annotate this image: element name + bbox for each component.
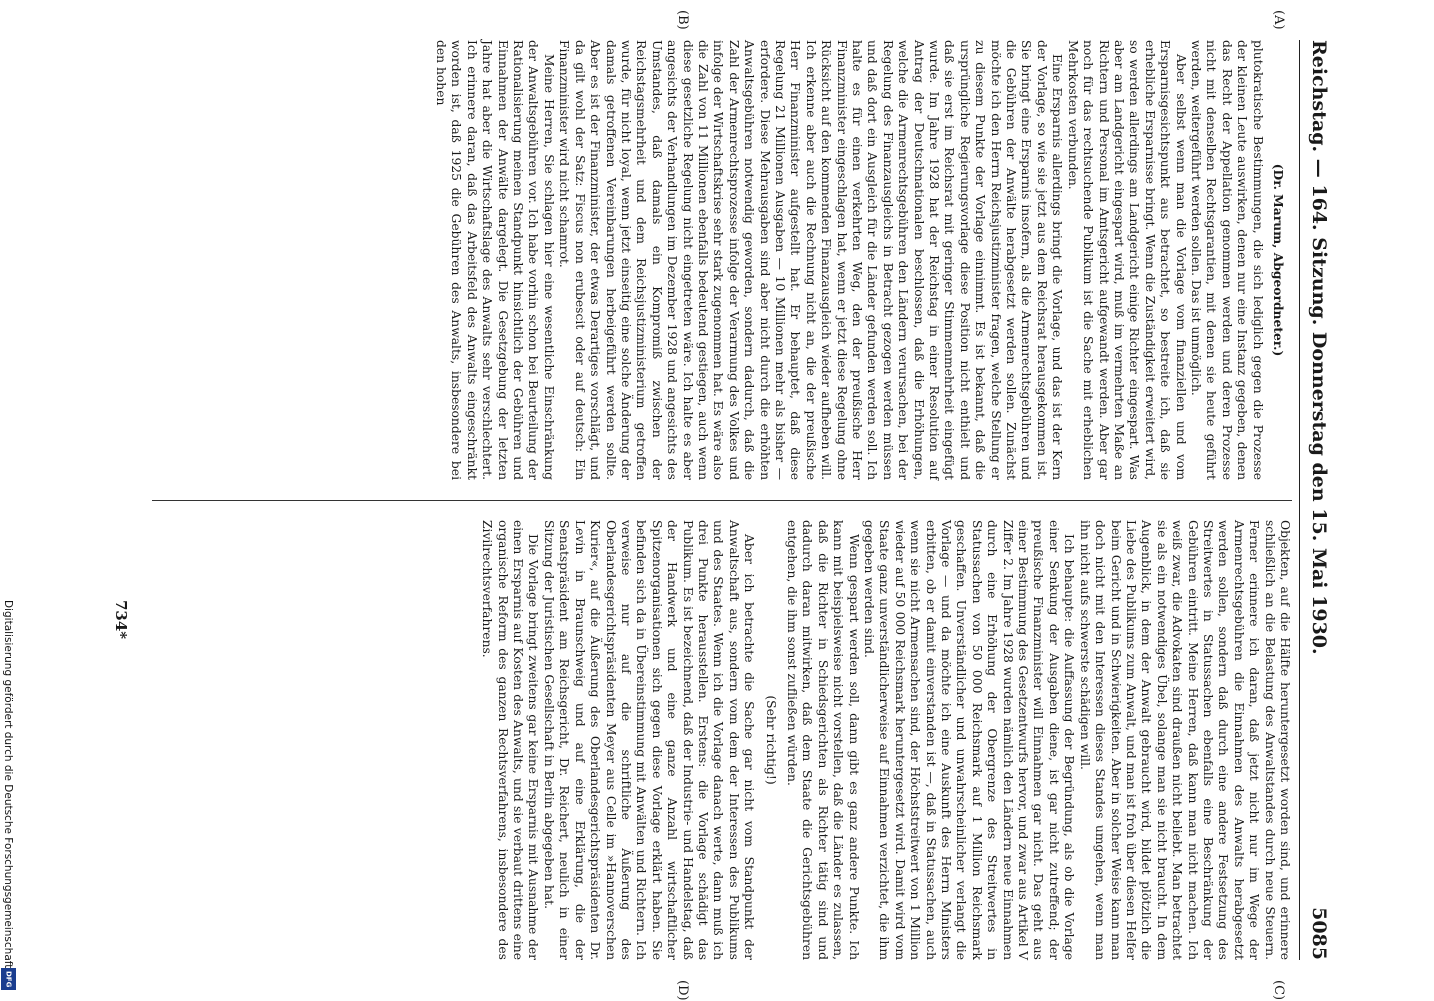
paragraph: Objekten, auf die Hälfte heruntergesetzt worden sind, und erinnere schließlich an die Belastung des Anwaltstandes durch neue Steuern. Ferner erinnere ich daran, daß jetzt nicht nur im Wege der Armenrechtsgebühren die Einnahmen des Anwalts herabgesetzt werden sollen, sondern daß durch eine andere Festsetzung des Streitwertes in Statussachen ebenfalls eine Beschränkung der Gebühren eintritt. Meine Herren, daß kann man nicht machen. Ich weiß zwar, die Advokaten sind draußen nicht beliebt. Man betrachtet sie als ein notwendiges Übel, solange man sie nicht braucht. In dem Augenblick, in dem der Anwalt gebraucht wird, bildet plötzlich die Liebe des Publikums zum Anwalt, und man ist froh über diesen Helfer beim Gericht und in Schwierigkeiten. Aber in solcher Weise kann man doch nicht mit den Interessen dieses Standes umgehen, wenn man ihn nicht aufs schwerste schädigen will. xyxy=(1077,520,1292,960)
dfg-logo: DFG xyxy=(1,968,16,990)
paragraph: Wenn gespart werden soll, dann gibt es ganz andere Punkte. Ich kann mit beispielsweise nicht vorstellen, daß die Länder es zulassen, daß die Richter in Schiedsgerichten als Richter tätig sind und dadurch daran mitwirken, daß dem Staate die Gerichtsgebühren entgehen, die ihm sonst zufließen würden. xyxy=(785,520,861,960)
paragraph: Die Vorlage bringt zweitens gar keine Ersparnis mit Ausnahme der einen Ersparnis auf Kosten des Anwalts, und sie verbaut drittens eine organische Reform des ganzen Rechtsverfahrens, insbesondere des Zivilrechtsverfahrens. xyxy=(480,520,541,960)
right-column xyxy=(479,520,1292,960)
column-divider xyxy=(152,500,1292,501)
paragraph: Aber ich betrachte die Sache gar nicht vom Standpunkt der Anwaltschaft aus, sondern vom dem der Interessen des Publikums und des Staates. Wenn ich die Vorlage danach werte, dann muß ich drei Punkte herausstellen. Erstens: die Vorlage schädigt das Publikum. Es ist bezeichnend, daß der Industrie- und Handelstag, daß der Handwerk und eine ganze Anzahl wirtschaftlicher Spitzenorganisationen sich gegen diese Vorlage erklärt haben. Sie befinden sich da in Übereinstimmung mit Anwälten und Richtern. Ich verweise nur auf die schriftliche Äußerung des Oberlandesgerichtspräsidenten Meyer aus Celle im »Hannoverschen Kurier«, auf die Äußerung des Oberlandesgerichtspräsidenten Dr. Levin in Braunschweig und auf eine Erklärung, die der Senatspräsident am Reichsgericht, Dr. Reichert, neulich in einer Sitzung der Juristischen Gesellschaft in Berlin abgegeben hat. xyxy=(541,520,757,960)
interjection: (Sehr richtig!) xyxy=(763,695,778,785)
margin-marker-b: (B) xyxy=(675,10,690,30)
margin-marker-d: (D) xyxy=(675,980,690,1001)
paragraph: Ich behaupte: die Auffassung der Begründung, als ob die Vorlage einer Senkung der Ausgaben diene, ist gar nicht zutreffend; der preußische Finanzminister will Einnahmen gar nicht. Das geht aus einer Bestimmung des Gesetzentwurfs hervor, und zwar aus Artikel V Ziffer 2. Im Jahre 1928 wurden nämlich den Ländern neue Einnahmen durch eine Erhöhung der Obergrenze des Streitwertes in Statussachen von 50 000 Reichsmark auf 1 Million Reichsmark geschaffen. Unverständlicher und unwahrscheinlicher verlangt die Vorlage — und da möchte ich eine Auskunft des Herrn Ministers erbitten, ob er damit einverstanden ist —, daß in Statussachen, auch wenn sie nicht Armensachen sind, der Höchststreitwert von 1 Million wieder auf 50 000 Reichsmark heruntergesetzt wird. Damit wird vom Staate ganz unverständlicherweise auf Einnahmen verzichtet, die ihm gegeben werden sind. xyxy=(862,520,1077,960)
digitization-credit xyxy=(0,0,20,1000)
signature-mark: 734* xyxy=(112,600,130,640)
paragraph: Meine Herren, Sie schlagen hier eine wesentliche Einschränkung der Anwaltsgebühren vor. Ich habe vorhin schon bei Beurteilung der Rationalisierung meinen Standpunkt hinsichtlich der Gebühren und Einnahmen der Anwälte dargelegt. Die Gesetzgebung der letzten Jahre hat aber die Wirtschaftslage des Anwalts sehr verschlechtert. Ich erinnere daran, daß das Arbeitsfeld des Anwalts eingeschränkt worden ist, daß 1925 die Gebühren des Anwalts, insbesondere bei den hohen xyxy=(434,40,556,480)
credit-text: Digitalisierung gefördert durch die Deutsche Forschungsgemeinschaft xyxy=(2,600,14,969)
paragraph: plutokratische Bestimmungen, die sich lediglich gegen die Prozesse der kleinen Leute auswirken, denen nur eine Instanz gegeben, denen das Recht der Appellation genommen werden und deren Prozesse nicht mit denselben Rechtsgarantien, mit denen sie heute geführt werden, weitergeführt werden sollen. Das ist unmöglich. xyxy=(1188,40,1265,480)
page-number: 5085 xyxy=(1308,907,1330,960)
margin-marker-a: (A) xyxy=(1271,10,1286,30)
paragraph: Aber selbst wenn man die Vorlage vom finanziellen und vom Ersparnisgesichtspunkt aus betrachtet, so bestreite ich, daß sie erhebliche Ersparnisse bringt. Wenn die Zuständigkeit erweitert wird, so werden allerdings am Landgericht einige Richter eingespart. Was aber am Landgericht eingespart wird, muß im vermehrten Maße an Richtern und Personal im Amtsgericht aufgewandt werden. Aber gar noch für das rechtsuchende Publikum ist die Sache mit erheblichen Mehrkosten verbunden. xyxy=(1065,40,1188,480)
page-title: Reichstag. — 164. Sitzung. Donnerstag den 15. Mai 1930. xyxy=(1308,40,1330,655)
left-column xyxy=(433,40,1292,480)
header-rule xyxy=(1299,40,1300,960)
margin-marker-c: (C) xyxy=(1271,980,1286,1001)
paragraph: Eine Ersparnis allerdings bringt die Vorlage, und das ist der Kern der Vorlage, so wie sie jetzt aus dem Reichsrat herausgekommen ist. Sie bringt eine Ersparnis insofern, als die Armenrechtsgebühren und die Gebühren der Anwälte herabgesetzt werden sollen. Zunächst möchte ich den Herrn Reichsjustizminister fragen, welche Stellung er zu diesem Punkte der Vorlage einnimmt. Es ist bekannt, daß die ursprüngliche Regierungsvorlage diese Position nicht enthielt und daß sie erst im Reichsrat mit geringer Stimmenmehrheit eingefügt wurde. Im Jahre 1928 hat der Reichstag in einer Resolution auf Antrag der Deutschnationalen beschlossen, daß die Erhöhungen, welche die Armenrechtsgebühren den Ländern verursachen, bei der Regelung des Finanzausgleichs in Betracht gezogen werden müssen und daß dort ein Ausgleich für die Länder gefunden werden soll. Ich halte es für einen verkehrten Weg, den der preußische Herr Finanzminister eingeschlagen hat, wenn er jetzt diese Regelung ohne Rücksicht auf den kommenden Finanzausgleich wieder aufheben will. Ich erkenne aber auch die Rechnung nicht an, die der preußische Herr Finanzminister aufgestellt hat. Er behauptet, daß diese Regelung 21 Millionen Ausgaben — 10 Millionen mehr als bisher — erfordere. Diese Mehrausgaben sind aber nicht durch die erhöhten Anwaltsgebühren notwendig geworden, sondern dadurch, daß die Zahl der Armenrechtsprozesse infolge der Verarmung des Volkes und infolge der Wirtschaftskrise sehr stark zugenommen hat. Es wäre also die Zahl von 11 Millionen ebenfalls bedeutend gestiegen, auch wenn diese gesetzliche Regelung nicht eingetreten wäre. Ich halte es aber angesichts der Verhandlungen im Dezember 1928 und angesichts des Umstandes, daß damals ein Kompromiß zwischen der Reichstagsmehrheit und dem Reichsjustizministerium getroffen wurde, für nicht loyal, wenn jetzt einseitig eine solche Änderung der damals getroffenen Vereinbarungen herbeigeführt werden sollte. Aber es ist der Finanzminister, der etwas Derartiges vorschlägt, und da gilt wohl der Satz: Fiscus non erubescit oder auf deutsch: Ein Finanzminister wird nicht schamrot. xyxy=(557,40,1065,480)
scanned-page xyxy=(90,0,1350,1000)
speaker-label: (Dr. Marum, Abgeordneter.) xyxy=(1271,163,1286,357)
running-head xyxy=(1300,40,1330,960)
